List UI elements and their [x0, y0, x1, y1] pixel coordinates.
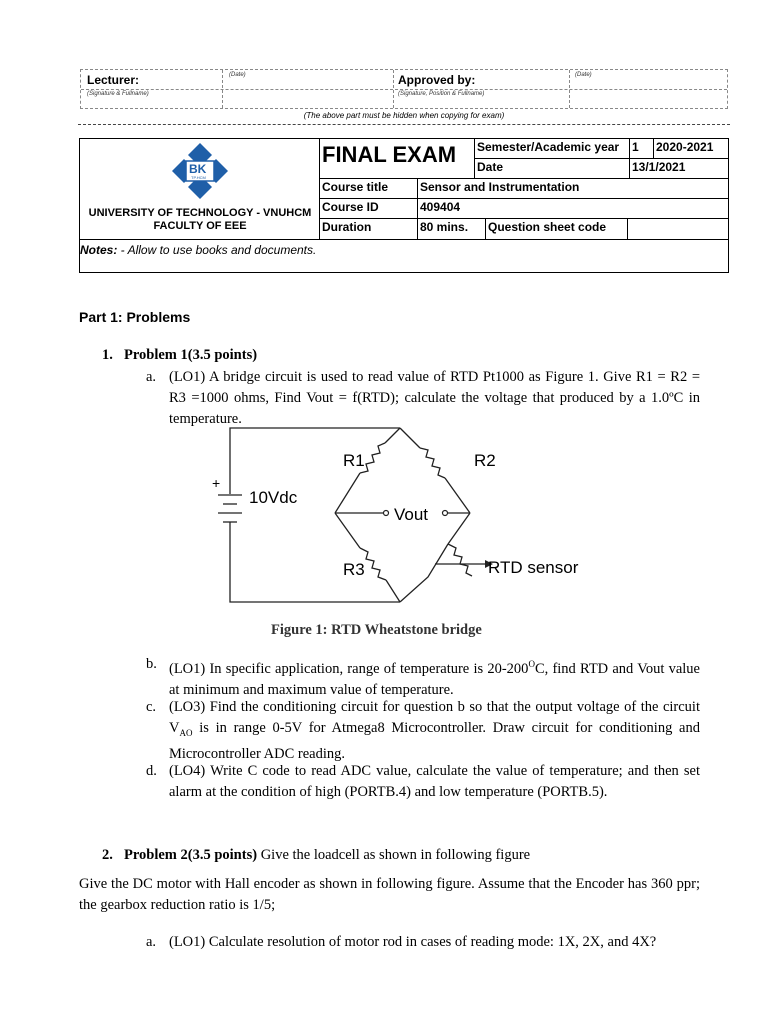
date-value: 13/1/2021	[629, 158, 729, 179]
notes	[80, 243, 316, 257]
problem-1b-text: (LO1) In specific application, range of temperature is $20-200^OC$, find RTD and Vout value at minimum and maximum value of temperature.	[169, 659, 700, 698]
course-title-label: Course title	[319, 178, 418, 199]
item-label: a.	[146, 934, 157, 950]
r2-label: R2	[474, 451, 496, 470]
notes-text: - Allow to use books and documents.	[117, 243, 317, 257]
problem-2-text: Give the loadcell as shown in following figure	[257, 847, 531, 863]
exam-title-cell	[319, 138, 475, 178]
course-id-label: Course ID	[319, 198, 418, 219]
problem-1a-text: (LO1) A bridge circuit is used to read value of RTD Pt1000 as Figure 1. Give R1 = R2 = R3 =1000 ohms, Find Vout = f(RTD); calculate the voltage that produced by a 1.0ºC in temperature.	[169, 369, 700, 427]
university-logo	[170, 141, 230, 203]
item-label: d.	[146, 763, 157, 779]
r3-label: R3	[343, 560, 365, 579]
problem-1-title: Problem 1(3.5 points)	[124, 347, 258, 363]
lecturer-label: Lecturer:	[87, 73, 140, 87]
vout-label: Vout	[394, 505, 429, 524]
course-title-value: Sensor and Instrumentation	[417, 178, 729, 199]
supply-label: 10Vdc	[249, 488, 298, 507]
approval-box	[80, 69, 728, 109]
date-label: Date	[474, 158, 630, 179]
problem-1c-text: (LO3) Find the conditioning circuit for question b so that the output voltage of the circuit $V_{AO}$ is in range 0-5V for Atmega8 Microcontroller. Draw circuit for conditioning and Microcontroller ADC reading.	[169, 699, 700, 762]
notes-label: Notes:	[80, 243, 118, 257]
exam-info-table	[79, 138, 729, 273]
item-label: a.	[146, 369, 157, 385]
approved-label: Approved by:	[398, 73, 476, 87]
approved-signature-hint: (Signature, Position & Fullname)	[398, 91, 485, 97]
lecturer-date: (Date)	[229, 72, 246, 78]
battery-plus: +	[212, 475, 221, 491]
problem-1-number: 1.	[102, 347, 113, 363]
dashed-rule	[78, 124, 730, 125]
university-name: UNIVERSITY OF TECHNOLOGY - VNUHCM FACULTY OF EEE	[80, 207, 320, 233]
divider	[79, 239, 729, 240]
part-title: Part 1: Problems	[79, 309, 191, 325]
problem-2-number: 2.	[102, 847, 113, 863]
semester-label: Semester/Academic year	[474, 138, 630, 159]
exam-title: FINAL EXAM	[322, 142, 457, 167]
item-label: c.	[146, 699, 157, 715]
course-id-value: 409404	[417, 198, 729, 219]
faculty-name: FACULTY OF EEE	[153, 220, 247, 232]
duration-value: 80 mins.	[417, 218, 486, 240]
item-label: b.	[146, 656, 157, 672]
rtd-label: RTD sensor	[488, 558, 579, 577]
problem-2-title: Problem 2(3.5 points)	[124, 847, 258, 863]
rtd-bridge-circuit	[200, 422, 560, 612]
logo-text: BK	[189, 162, 207, 176]
hidden-note: (The above part must be hidden when copying for exam)	[303, 111, 505, 120]
logo-subtext: TP.HCM	[191, 175, 206, 180]
lecturer-signature-hint: (Signature & Fullname)	[87, 91, 149, 97]
problem-1d-text: (LO4) Write C code to read ADC value, calculate the value of temperature; and then set alarm at the condition of high (PORTB.4) and low temperature (PORTB.5).	[169, 763, 700, 800]
problem-2a-text: (LO1) Calculate resolution of motor rod in cases of reading mode: 1X, 2X, and 4X?	[169, 934, 657, 950]
r1-label: R1	[343, 451, 365, 470]
dc-motor-text: Give the DC motor with Hall encoder as shown in following figure. Assume that the Encoder has 360 ppr; the gearbox reduction ratio is 1/5;	[79, 876, 700, 913]
problem-2-heading	[124, 845, 530, 866]
semester-value: 1	[629, 138, 654, 159]
approved-date: (Date)	[575, 72, 592, 78]
duration-label: Duration	[319, 218, 418, 240]
academic-year-value: 2020-2021	[653, 138, 729, 159]
question-code-label: Question sheet code	[485, 218, 628, 240]
question-code-value	[627, 218, 729, 240]
divider	[81, 89, 727, 90]
figure-1-caption: Figure 1: RTD Wheatstone bridge	[271, 622, 482, 638]
